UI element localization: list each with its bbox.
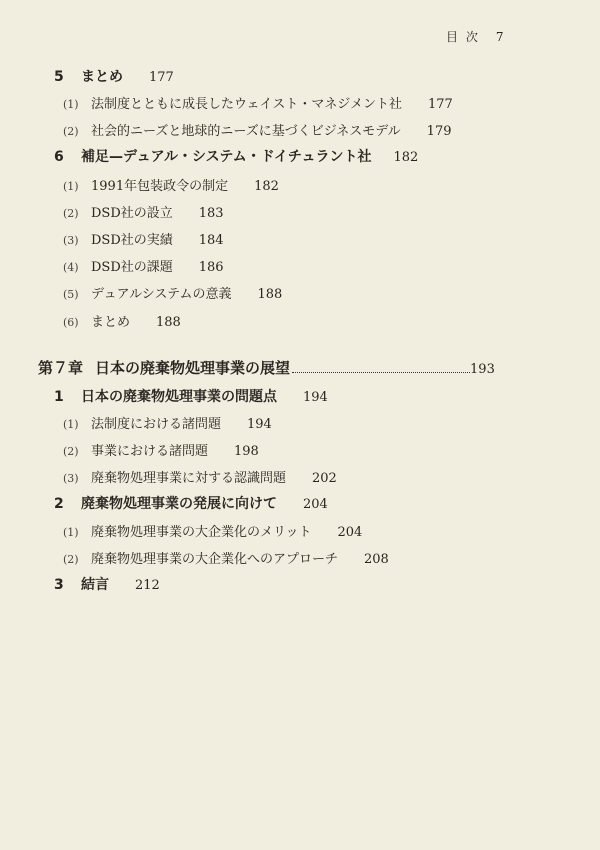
subsection-number: (1) bbox=[63, 98, 79, 111]
toc-section-6[interactable] bbox=[54, 146, 418, 166]
header-page-number: 7 bbox=[495, 30, 506, 44]
subsection-title: 法制度における諸問題 bbox=[91, 417, 222, 432]
subsection-title: DSD社の設立 bbox=[91, 206, 173, 221]
section-number: 6 bbox=[54, 149, 64, 165]
toc-subsection-7-2-1[interactable] bbox=[63, 521, 362, 540]
subsection-title: デュアルシステムの意義 bbox=[91, 287, 232, 302]
subsection-page: 186 bbox=[198, 260, 224, 275]
section-number: 5 bbox=[54, 69, 64, 85]
subsection-number: (3) bbox=[63, 472, 79, 485]
section-number: 1 bbox=[54, 389, 64, 405]
subsection-title: 1991年包装政令の制定 bbox=[91, 179, 229, 194]
toc-section-7-2[interactable] bbox=[54, 493, 328, 513]
subsection-title: DSD社の実績 bbox=[91, 233, 173, 248]
toc-subsection-6-5[interactable] bbox=[63, 283, 282, 302]
subsection-page: 183 bbox=[198, 206, 224, 221]
section-number: 2 bbox=[54, 496, 64, 512]
dot-leader bbox=[292, 362, 470, 373]
subsection-number: (3) bbox=[63, 234, 79, 247]
subsection-title: 廃棄物処理事業の大企業化へのアプローチ bbox=[91, 552, 339, 567]
toc-subsection-7-1-2[interactable] bbox=[63, 440, 259, 459]
subsection-number: (6) bbox=[63, 316, 79, 329]
section-number: 3 bbox=[54, 577, 64, 593]
subsection-number: (2) bbox=[63, 445, 79, 458]
section-page: 177 bbox=[149, 70, 174, 85]
toc-subsection-5-2[interactable] bbox=[63, 120, 452, 139]
subsection-page: 184 bbox=[198, 233, 224, 248]
subsection-page: 177 bbox=[427, 97, 453, 112]
subsection-number: (2) bbox=[63, 207, 79, 220]
chapter-title: 日本の廃棄物処理事業の展望 bbox=[95, 359, 291, 377]
subsection-page: 204 bbox=[337, 525, 363, 540]
subsection-number: (1) bbox=[63, 526, 79, 539]
subsection-number: (1) bbox=[63, 418, 79, 431]
section-title: 補足—デュアル・システム・ドイチュラント社 bbox=[81, 149, 372, 165]
subsection-title: 廃棄物処理事業に対する認識問題 bbox=[91, 471, 287, 486]
running-header bbox=[446, 28, 505, 45]
toc-subsection-6-2[interactable] bbox=[63, 202, 224, 221]
subsection-title: 法制度とともに成長したウェイスト・マネジメント社 bbox=[91, 97, 402, 112]
toc-section-5[interactable] bbox=[54, 66, 174, 86]
section-title: まとめ bbox=[81, 69, 123, 85]
chapter-label: 第７章 bbox=[38, 359, 84, 377]
subsection-number: (2) bbox=[63, 125, 79, 138]
subsection-title: 社会的ニーズと地球的ニーズに基づくビジネスモデル bbox=[91, 124, 401, 139]
toc-section-7-1[interactable] bbox=[54, 386, 328, 406]
subsection-number: (4) bbox=[63, 261, 79, 274]
subsection-title: 廃棄物処理事業の大企業化のメリット bbox=[91, 525, 312, 540]
subsection-page: 179 bbox=[426, 124, 452, 139]
section-title: 日本の廃棄物処理事業の問題点 bbox=[81, 389, 277, 405]
subsection-number: (2) bbox=[63, 553, 79, 566]
toc-chapter-7[interactable] bbox=[38, 357, 495, 378]
header-label: 目 次 bbox=[446, 30, 480, 44]
toc-subsection-7-1-1[interactable] bbox=[63, 413, 272, 432]
toc-subsection-6-4[interactable] bbox=[63, 256, 224, 275]
section-title: 廃棄物処理事業の発展に向けて bbox=[81, 496, 277, 512]
subsection-number: (5) bbox=[63, 288, 79, 301]
subsection-page: 198 bbox=[234, 444, 259, 459]
toc-subsection-5-1[interactable] bbox=[63, 93, 453, 112]
section-page: 182 bbox=[393, 150, 419, 165]
toc-subsection-6-6[interactable] bbox=[63, 311, 181, 330]
subsection-number: (1) bbox=[63, 180, 79, 193]
subsection-page: 202 bbox=[312, 471, 337, 486]
subsection-title: DSD社の課題 bbox=[91, 260, 173, 275]
section-title: 結言 bbox=[81, 577, 109, 593]
toc-subsection-6-3[interactable] bbox=[63, 229, 224, 248]
subsection-page: 208 bbox=[364, 552, 389, 567]
toc-subsection-7-1-3[interactable] bbox=[63, 467, 337, 486]
section-page: 212 bbox=[135, 578, 160, 593]
subsection-title: 事業における諸問題 bbox=[91, 444, 209, 459]
toc-subsection-7-2-2[interactable] bbox=[63, 548, 389, 567]
subsection-page: 188 bbox=[156, 315, 181, 330]
section-page: 194 bbox=[303, 390, 328, 405]
section-page: 204 bbox=[303, 497, 328, 512]
toc-subsection-6-1[interactable] bbox=[63, 175, 279, 194]
chapter-page: 193 bbox=[470, 362, 495, 377]
toc-section-7-3[interactable] bbox=[54, 574, 160, 594]
subsection-page: 188 bbox=[257, 287, 283, 302]
subsection-title: まとめ bbox=[91, 315, 131, 330]
subsection-page: 194 bbox=[247, 417, 272, 432]
subsection-page: 182 bbox=[254, 179, 279, 194]
